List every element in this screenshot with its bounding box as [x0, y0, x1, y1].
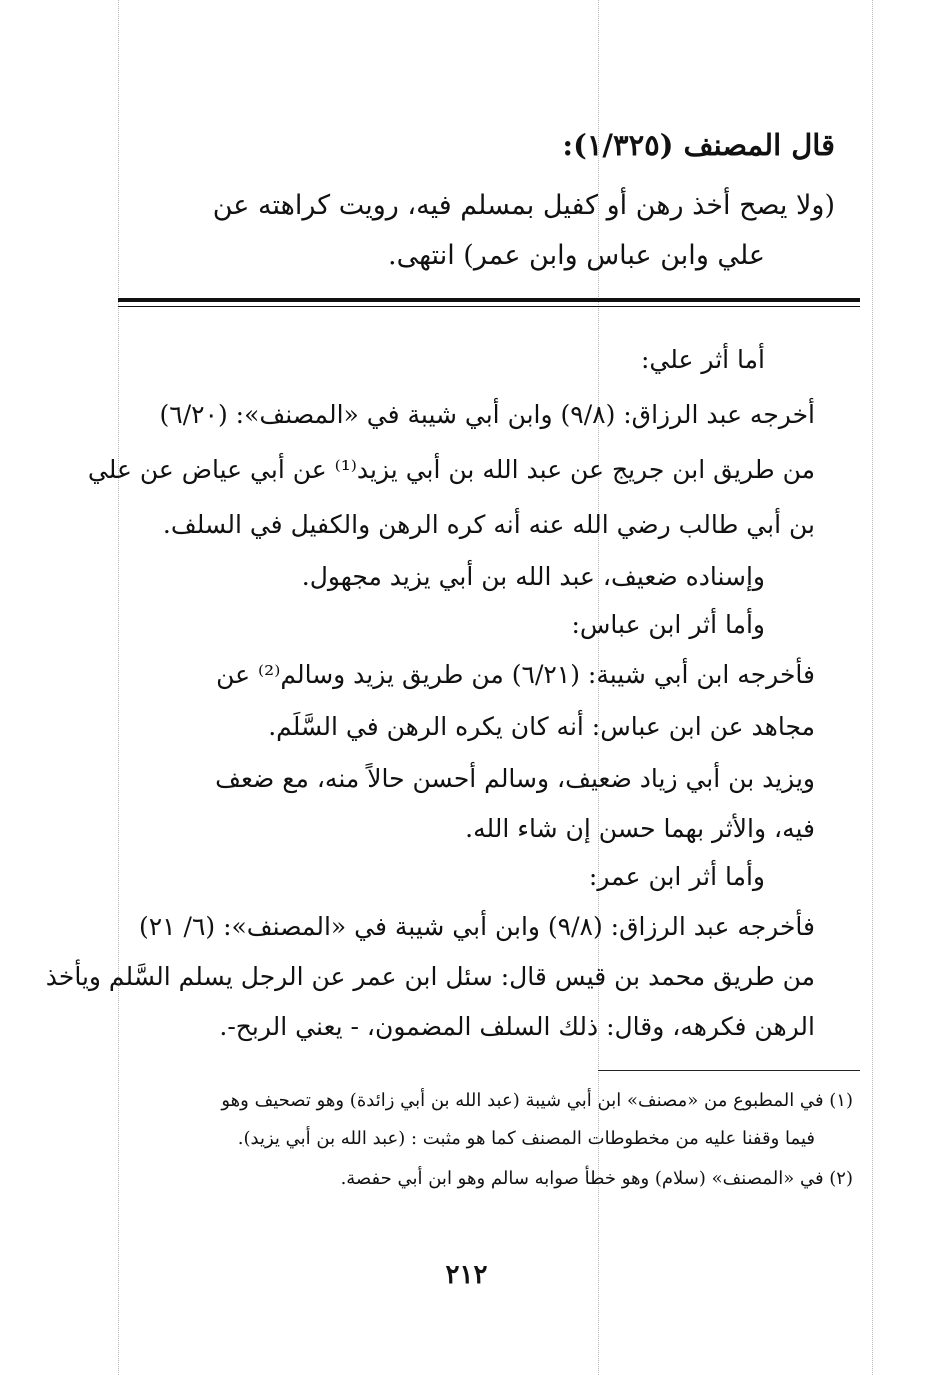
section-divider — [118, 306, 860, 307]
body-line: فأخرجه ابن أبي شيبة: (٦/٢١) من طريق يزيد وسالم⁽²⁾ عن — [216, 660, 815, 689]
body-line: أخرجه عبد الرزاق: (٩/٨) وابن أبي شيبة في «المصنف»: (٦/٢٠) — [159, 400, 815, 429]
scan-dot-line — [872, 0, 873, 1375]
quote-line: (ولا يصح أخذ رهن أو كفيل بمسلم فيه، رويت كراهته عن — [212, 190, 835, 221]
section-divider — [118, 298, 860, 302]
footnote-line: (٢) في «المصنف» (سلام) وهو خطأ صوابه سالم وهو ابن أبي حفصة. — [340, 1168, 853, 1189]
body-line: وأما أثر ابن عباس: — [571, 610, 765, 639]
body-line: ويزيد بن أبي زياد ضعيف، وسالم أحسن حالاً منه، مع ضعف — [215, 764, 815, 793]
footnote-line: فيما وقفنا عليه من مخطوطات المصنف كما هو مثبت : (عبد الله بن أبي يزيد). — [237, 1128, 815, 1149]
body-line: الرهن فكرهه، وقال: ذلك السلف المضمون، - يعني الربح-. — [219, 1012, 815, 1041]
page-number: ٢١٢ — [445, 1260, 488, 1290]
quote-line: علي وابن عباس وابن عمر) انتهى. — [388, 240, 765, 271]
footnote-line: (١) في المطبوع من «مصنف» ابن أبي شيبة (عبد الله بن أبي زائدة) وهو تصحيف وهو — [221, 1090, 853, 1111]
body-line: وإسناده ضعيف، عبد الله بن أبي يزيد مجهول. — [301, 562, 765, 591]
body-line: فأخرجه عبد الرزاق: (٩/٨) وابن أبي شيبة في «المصنف»: (٦/ ٢١) — [138, 912, 815, 941]
body-line: أما أثر علي: — [641, 345, 765, 374]
body-line: من طريق ابن جريج عن عبد الله بن أبي يزيد⁽¹⁾ عن أبي عياض عن علي — [87, 455, 815, 484]
body-line: فيه، والأثر بهما حسن إن شاء الله. — [465, 814, 815, 843]
body-line: من طريق محمد بن قيس قال: سئل ابن عمر عن الرجل يسلم السَّلم ويأخذ — [45, 962, 815, 991]
body-line: وأما أثر ابن عمر: — [588, 862, 765, 891]
body-line: بن أبي طالب رضي الله عنه أنه كره الرهن والكفيل في السلف. — [162, 510, 815, 539]
scan-dot-line — [118, 0, 119, 1375]
section-heading: قال المصنف (١/٣٢٥): — [562, 128, 835, 162]
footnote-divider — [598, 1070, 860, 1071]
body-line: مجاهد عن ابن عباس: أنه كان يكره الرهن في السَّلَم. — [268, 712, 815, 741]
